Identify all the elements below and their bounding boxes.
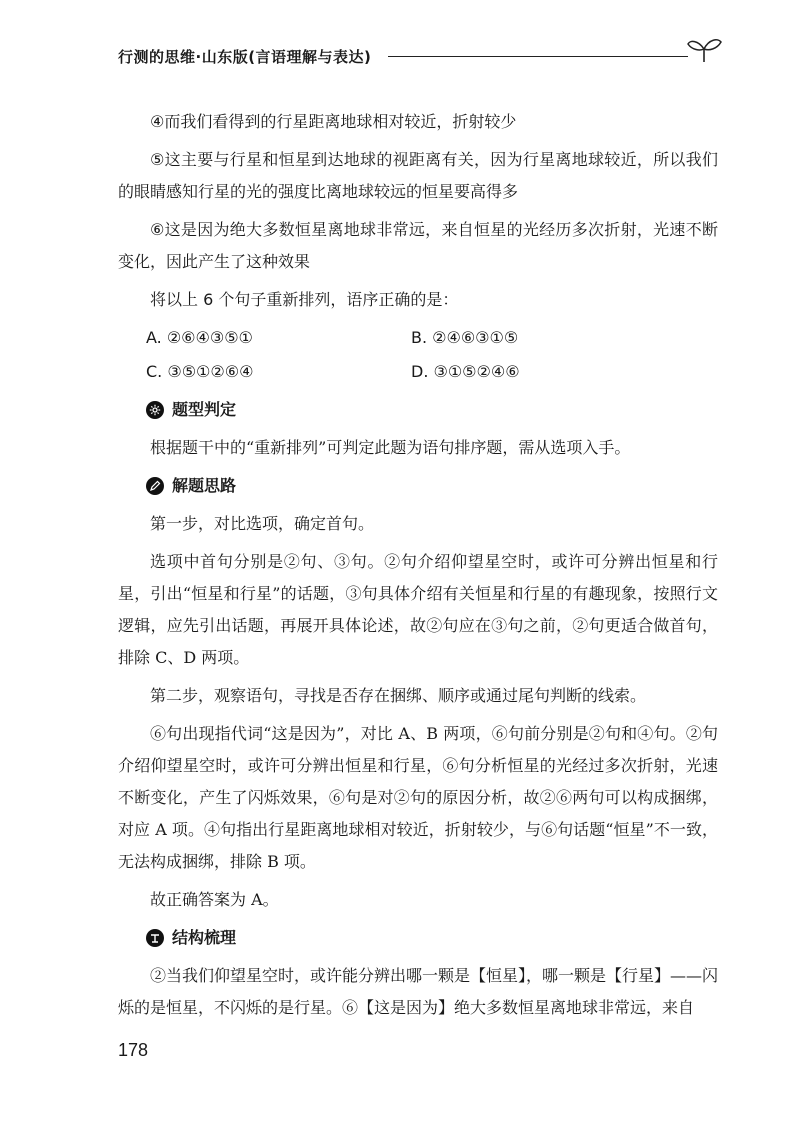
- page-number: 178: [118, 1040, 149, 1060]
- running-header: [118, 42, 718, 72]
- options-row-1: [118, 322, 718, 356]
- section-structure-title: 结构梳理: [172, 928, 237, 947]
- section-solution: [118, 470, 718, 502]
- step1: 第一步，对比选项，确定首句。: [150, 514, 375, 533]
- type-text: 根据题干中的“重新排列”可判定此题为语句排序题，需从选项入手。: [150, 438, 631, 457]
- structure-text: ②当我们仰望星空时，或许能分辨出哪一颗是【恒星】，哪一颗是【行星】——闪烁的是恒星，不闪烁的是行星。⑥【这是因为】绝大多数恒星离地球非常远，来自: [118, 966, 719, 1017]
- question-prompt: 将以上 6 个句子重新排列，语序正确的是：: [150, 290, 459, 309]
- step2-detail: ⑥句出现指代词“这是因为”，对比 A、B 两项，⑥句前分别是②句和④句。②句介绍仰望星空时，或许可分辨出恒星和行星，⑥句分析恒星的光经过多次折射，光速不断变化，产生了闪烁效果，⑥句是对②句的原因分析，故②⑥两句可以构成捆绑，对应 A 项。④句指出行星距离地球相对较近，折射较少，与⑥句话题“恒星”不一致，无法构成捆绑，排除 B 项。: [118, 724, 718, 871]
- answer: 故正确答案为 A。: [150, 890, 279, 909]
- option-b: B. ②④⑥③①⑤: [411, 328, 519, 347]
- step1-detail: 选项中首句分别是②句、③句。②句介绍仰望星空时，或许可分辨出恒星和行星，引出“恒星和行星”的话题，③句具体介绍有关恒星和行星的有趣现象，按照行文逻辑，应先引出话题，再展开具体论述，故②句应在③句之前，②句更适合做首句，排除 C、D 两项。: [118, 552, 718, 667]
- sprout-icon: [684, 32, 724, 66]
- step2: 第二步，观察语句，寻找是否存在捆绑、顺序或通过尾句判断的线索。: [150, 686, 647, 705]
- sentence-4: ④而我们看得到的行星距离地球相对较近，折射较少: [150, 112, 517, 131]
- header-rule: [388, 56, 688, 57]
- option-a: A. ②⑥④③⑤①: [146, 328, 253, 347]
- sentence-6: ⑥这是因为绝大多数恒星离地球非常远，来自恒星的光经历多次折射，光速不断变化，因此产生了这种效果: [118, 220, 718, 271]
- header-title: 行测的思维·山东版(言语理解与表达): [118, 48, 372, 66]
- option-c: C. ③⑤①②⑥④: [146, 362, 254, 381]
- option-d: D. ③①⑤②④⑥: [411, 362, 520, 381]
- pencil-icon: [146, 477, 164, 495]
- section-type: [118, 394, 718, 426]
- options-row-2: [118, 356, 718, 390]
- structure-icon: [146, 929, 164, 947]
- gear-icon: [146, 401, 164, 419]
- section-type-title: 题型判定: [172, 400, 237, 419]
- sentence-5: ⑤这主要与行星和恒星到达地球的视距离有关，因为行星离地球较近，所以我们的眼睛感知行星的光的强度比离地球较远的恒星要高得多: [118, 150, 718, 201]
- section-solution-title: 解题思路: [172, 476, 237, 495]
- page-content: [118, 106, 718, 1030]
- section-structure: [118, 922, 718, 954]
